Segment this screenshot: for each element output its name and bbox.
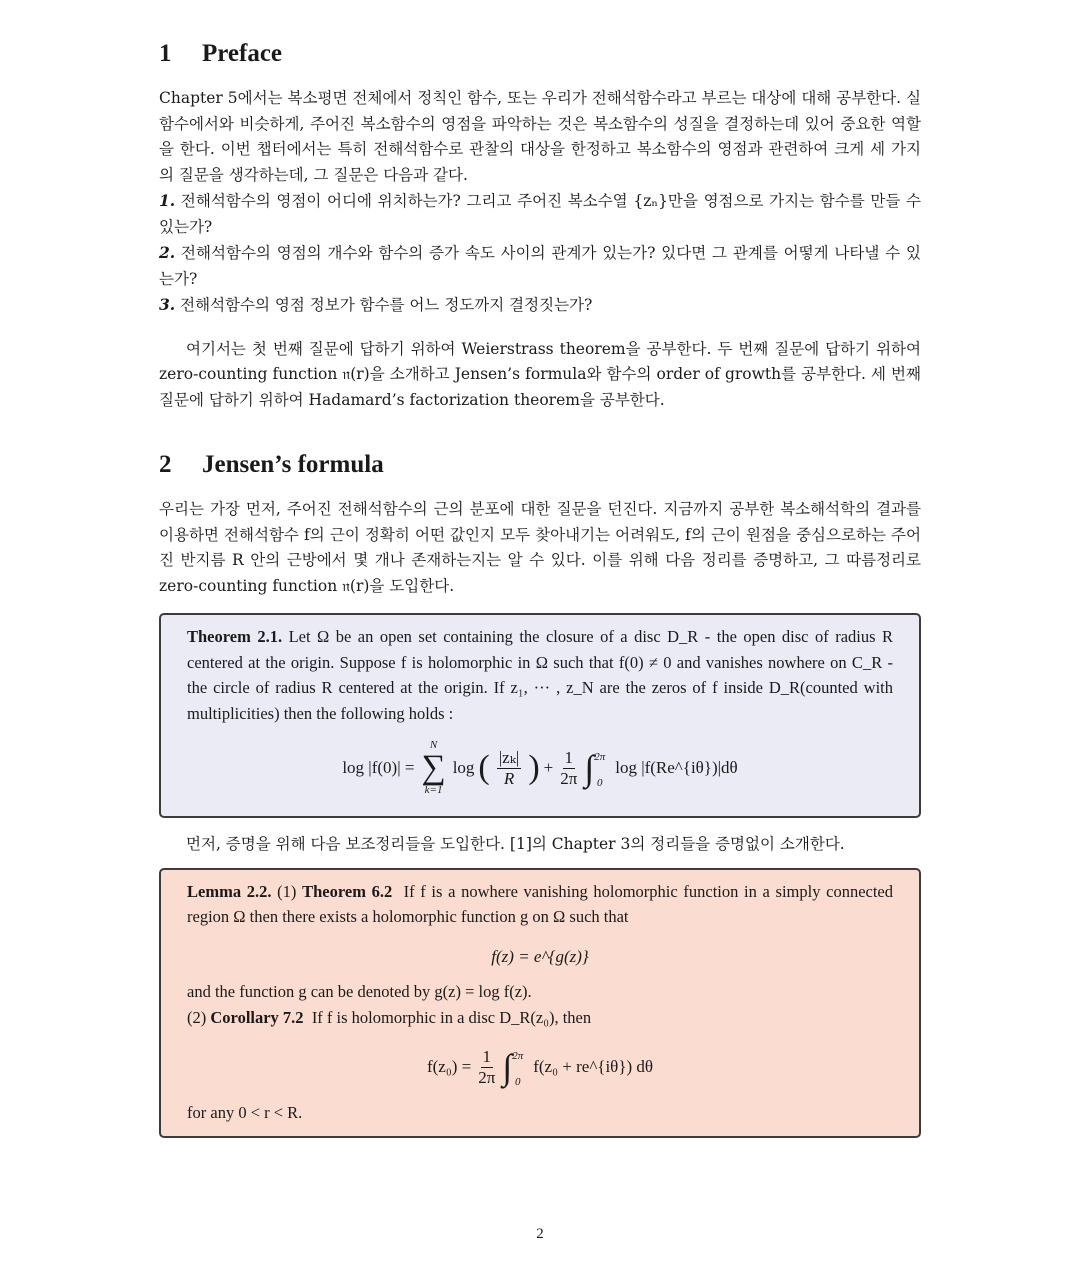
- section-1: [159, 36, 921, 413]
- integrand: f(z₀ + re^{iθ}) dθ: [533, 1057, 654, 1077]
- section-2-heading: [159, 447, 921, 483]
- fraction-numerator: 1: [482, 1046, 492, 1066]
- integral-lower-limit: 0: [596, 776, 603, 789]
- sum-upper-limit: N: [429, 739, 438, 751]
- fraction-denominator: R: [503, 768, 515, 788]
- section-2: [159, 447, 921, 1138]
- sum-operator: [421, 740, 445, 796]
- lemma-part-2: [187, 1005, 893, 1031]
- question-text: 전해석함수의 영점의 개수와 함수의 증가 속도 사이의 관계가 있는가? 있다면 그 관계를 어떻게 나타낼 수 있는가?: [159, 244, 921, 288]
- fraction-denominator: 2π: [478, 1067, 496, 1087]
- lemma-label: Lemma 2.2.: [187, 881, 272, 901]
- question-label: 2.: [159, 243, 176, 262]
- fraction-numerator: |zₖ|: [498, 747, 520, 767]
- plus-sign: +: [543, 758, 554, 778]
- coefficient-fraction: [478, 1048, 495, 1087]
- fraction-denominator: 2π: [560, 768, 578, 788]
- jensen-intro-paragraph: 우리는 가장 먼저, 주어진 전해석함수의 근의 분포에 대한 질문을 던진다. 지금까지 공부한 복소해석학의 결과를 이용하면 전해석함수 f의 근이 정확히 어떤 값인지 모두 찾아내기는 어려워도, f의 근이 원점을 중심으로하는 주어진 반지름 R 안의 근방에서 몇 개나 존재하는지는 알 수 있다. 이를 위해 다음 정리를 증명하고, 그 따름정리로 zero-counting function 𝔫(r)을 도입한다.: [159, 500, 921, 595]
- integral-limits: [512, 1044, 523, 1090]
- page-content: [159, 36, 921, 1138]
- sum-lower-limit: k=1: [424, 784, 443, 796]
- fraction-numerator: 1: [564, 747, 574, 767]
- lemma-reference: Theorem 6.2: [302, 881, 393, 901]
- lemma-part-text: If f is holomorphic in a disc D_R(z₀), then: [311, 1007, 592, 1027]
- right-paren: ): [528, 749, 540, 786]
- left-paren: (: [478, 749, 490, 786]
- equation-text: f(z) = e^{g(z)}: [491, 946, 589, 966]
- integral-upper-limit: 2π: [594, 751, 606, 763]
- lemma-box: [159, 868, 921, 1138]
- section-number: 2: [159, 451, 172, 478]
- section-number: 1: [159, 40, 172, 67]
- lemma-part-number: (2): [187, 1007, 207, 1027]
- theorem-label: Theorem 2.1.: [187, 627, 283, 646]
- integral-lower-limit: 0: [514, 1075, 521, 1088]
- question-label: 1.: [159, 191, 176, 210]
- lemma-part-1: [187, 879, 893, 930]
- integrand: log |f(Re^{iθ})|dθ: [615, 758, 738, 778]
- integral-upper-limit: 2π: [512, 1050, 524, 1062]
- question-1: [159, 188, 921, 240]
- section-1-heading: [159, 36, 921, 72]
- lemma-part-text: If f is a nowhere vanishing holomorphic function in a simply connected region Ω then there exists a holomorphic function g on Ω such that: [187, 881, 894, 926]
- exponential-equation: [187, 944, 893, 970]
- lemma-reference: Corollary 7.2: [210, 1007, 304, 1027]
- preface-paragraph-1: Chapter 5에서는 복소평면 전체에서 정칙인 함수, 또는 우리가 전해석함수라고 부르는 대상에 대해 공부한다. 실함수에서와 비슷하게, 주어진 복소함수의 영점을 파악하는 것은 복소함수의 성질을 결정하는데 있어 중요한 역할을 한다. 이번 챕터에서는 특히 전해석함수로 관찰의 대상을 한정하고 복소함수의 영점과 관련하여 크게 세 가지의 질문을 생각하는데, 그 질문은 다음과 같다.: [159, 89, 921, 184]
- integral-symbol: ∫: [584, 748, 595, 788]
- integral-operator: [584, 745, 611, 791]
- question-3: [159, 292, 921, 319]
- preface-paragraph-2: 여기서는 첫 번째 질문에 답하기 위하여 Weierstrass theorem을 공부한다. 두 번째 질문에 답하기 위하여 zero-counting function 𝔫(r)을 소개하고 Jensen’s formula와 함수의 order of growth를 공부한다. 세 번째 질문에 답하기 위하여 Hadamard’s factorization theorem을 공부한다.: [159, 339, 921, 409]
- lemma-part-number: (1): [277, 881, 297, 901]
- sigma-symbol: ∑: [421, 749, 446, 786]
- page-number: 2: [536, 1226, 544, 1242]
- question-2: [159, 240, 921, 292]
- theorem-text: Let Ω be an open set containing the closure of a disc D_R - the open disc of radius R centered at the origin. Suppose f is holomorphic in Ω such that f(0) ≠ 0 and vanishes nowhere on C_R - the circle of radius R centered at the origin. If z₁, ··· , z_N are the zeros of f inside D_R(counted with multiplicities) then the following holds :: [187, 627, 894, 723]
- theorem-box: [159, 613, 921, 818]
- jensen-equation: [187, 740, 893, 796]
- integral-operator: [502, 1044, 529, 1090]
- lemma-part-1-after: and the function g can be denoted by g(z) = log f(z).: [187, 982, 532, 1001]
- question-text: 전해석함수의 영점이 어디에 위치하는가? 그리고 주어진 복소수열 {zₙ}만을 영점으로 가지는 함수를 만들 수 있는가?: [159, 192, 921, 236]
- question-label: 3.: [159, 295, 176, 314]
- integral-limits: [594, 745, 605, 791]
- lemma-intro-text: 먼저, 증명을 위해 다음 보조정리들을 도입한다. [1]의 Chapter 3의 정리들을 증명없이 소개한다.: [186, 835, 845, 853]
- integral-symbol: ∫: [502, 1047, 513, 1087]
- question-text: 전해석함수의 영점 정보가 함수를 어느 정도까지 결정짓는가?: [180, 296, 593, 314]
- ratio-fraction: [497, 749, 522, 788]
- log-function: log: [452, 758, 475, 778]
- mean-value-equation: [187, 1044, 893, 1090]
- equation-lhs: log |f(0)| =: [342, 758, 415, 778]
- coefficient-fraction: [560, 749, 577, 788]
- equation-lhs: f(z₀) =: [426, 1057, 472, 1077]
- section-title: Jensen’s formula: [202, 451, 384, 478]
- theorem-statement: [187, 624, 893, 726]
- section-title: Preface: [202, 40, 283, 67]
- lemma-part-2-after: for any 0 < r < R.: [187, 1103, 303, 1122]
